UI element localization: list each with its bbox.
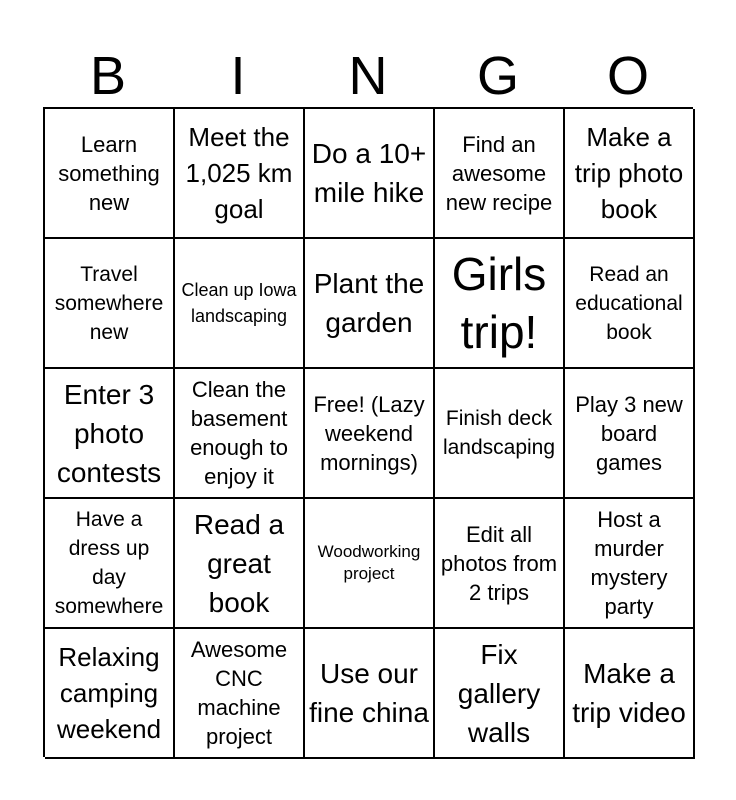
header-letter-b: B [89, 46, 127, 106]
cell-text: Read a great book [193, 508, 285, 618]
bingo-cell[interactable] [305, 109, 435, 239]
bingo-cell[interactable] [565, 629, 695, 759]
header-letter-o: O [606, 46, 649, 106]
bingo-cell[interactable] [175, 629, 305, 759]
bingo-cell[interactable] [565, 499, 695, 629]
cell-text: Fix gallery walls [457, 638, 541, 748]
cell-text: Plant the garden [313, 268, 425, 338]
cell-text: Make a trip video [572, 658, 686, 728]
cell-text: Use our fine china [309, 658, 429, 728]
bingo-cell[interactable] [435, 629, 565, 759]
cell-text: Relaxing camping weekend [56, 642, 162, 744]
cell-text: Do a 10+ mile hike [311, 138, 427, 208]
bingo-cell[interactable] [565, 369, 695, 499]
bingo-cell[interactable] [305, 629, 435, 759]
bingo-cell[interactable] [435, 369, 565, 499]
bingo-cell[interactable] [305, 499, 435, 629]
bingo-cell[interactable] [175, 369, 305, 499]
bingo-cell[interactable] [45, 629, 175, 759]
cell-text: Woodworking project [317, 542, 421, 583]
free-space-cell[interactable] [305, 369, 435, 499]
cell-text: Learn something new [58, 131, 160, 215]
cell-text: Find an awesome new recipe [445, 131, 553, 215]
header-letter-i: I [230, 46, 246, 106]
bingo-cell[interactable] [565, 239, 695, 369]
bingo-cell[interactable] [305, 239, 435, 369]
cell-text: Travel somewhere new [54, 262, 164, 344]
cell-text: Finish deck landscaping [442, 407, 556, 459]
bingo-cell[interactable] [45, 109, 175, 239]
bingo-cell[interactable] [45, 369, 175, 499]
bingo-grid [43, 107, 693, 757]
cell-text: Free! (Lazy weekend mornings) [313, 391, 425, 475]
bingo-cell[interactable] [45, 499, 175, 629]
cell-text: Clean the basement enough to enjoy it [190, 377, 288, 489]
cell-text: Clean up Iowa landscaping [181, 280, 297, 326]
cell-text: Awesome CNC machine project [190, 637, 288, 749]
cell-text: Host a murder mystery party [590, 507, 668, 619]
header-letter-g: G [476, 46, 519, 106]
cell-text: Have a dress up day somewhere [54, 508, 164, 618]
cell-text: Enter 3 photo contests [56, 378, 162, 488]
cell-text: Girls trip! [451, 248, 547, 358]
bingo-cell[interactable] [435, 239, 565, 369]
cell-text: Meet the 1,025 km goal [185, 122, 293, 224]
cell-text: Edit all photos from 2 trips [440, 521, 558, 605]
bingo-cell[interactable] [175, 499, 305, 629]
bingo-cell[interactable] [175, 239, 305, 369]
cell-text: Make a trip photo book [574, 122, 684, 224]
bingo-cell[interactable] [435, 109, 565, 239]
bingo-header [43, 44, 693, 108]
cell-text: Read an educational book [575, 262, 683, 344]
bingo-cell[interactable] [435, 499, 565, 629]
bingo-cell[interactable] [45, 239, 175, 369]
header-letter-n: N [348, 46, 388, 106]
bingo-cell[interactable] [175, 109, 305, 239]
cell-text: Play 3 new board games [575, 391, 683, 475]
bingo-cell[interactable] [565, 109, 695, 239]
